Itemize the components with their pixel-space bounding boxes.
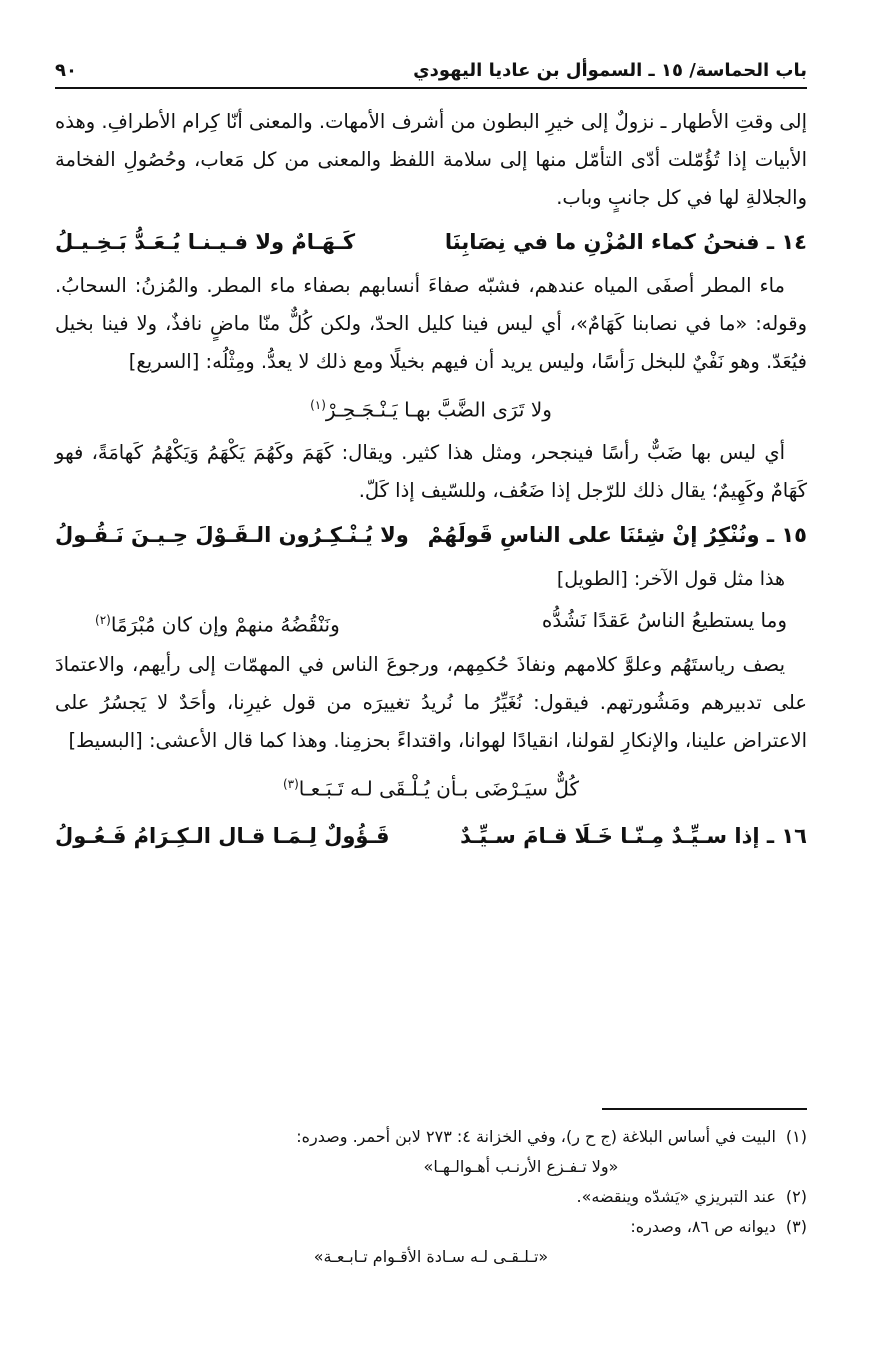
- footnote-3-text: ديوانه ص ٨٦، وصدره:: [630, 1217, 776, 1236]
- footnote-ref-3: (٣): [282, 777, 299, 792]
- verse-16-second-hemistich: قَـؤُولٌ لِـمَـا قـال الـكِـرَامُ فَـعُـولُ: [55, 823, 390, 848]
- paragraph-2: ماء المطر أصفَى المياه عندهم، فشبّه صفاءَ أنسابهم بصفاء ماء المطر. والمُزنُ: السحابُ. وقوله: «ما في نصابنا كَهَامٌ»، أي ليس فينا كليل الحدّ، ولكن كُلٌّ منّا ماضٍ نافذٌ، ولا فينا بخيل فيُعَدّ. وهو نَفْيٌ للبخل رَأسًا، وليس يريد أن فيهم بخيلًا ومع ذلك لا يعدُّ. ومِثْلُه: [السريع]: [55, 274, 807, 373]
- verse-15: [55, 512, 807, 558]
- footnote-3-quote: «تـلـقـى لـه سـادة الأقـوام تـابـعـة»: [313, 1247, 549, 1266]
- header-rule: [55, 87, 807, 89]
- verse-15-second-hemistich: ولا يُـنْـكِـرُون الـقَـوْلَ حِـيـنَ نَـقُـولُ: [55, 522, 409, 547]
- verse-16-first-hemistich: ١٦ ـ إذا سـيِّـدٌ مِـنّـا خَـلَا قـامَ سـيِّـدٌ: [460, 823, 807, 848]
- paragraph-4: يصف رياستَهُم وعلوَّ كلامهم ونفاذَ حُكمِهم، ورجوعَ الناس في المهمّات إلى رأيهم، والاعتمادَ على تدبيرهم ومَشُورتهم. فيقول: نُغَيِّرُ ما نُريدُ تغييرَه من قول غيرِنا، وأحَدٌ لا يَجسُرُ على الاعتراض علينا، والإنكارِ لقولنا، انقيادًا لهوانا، واقتداءً بحزمِنا. وهذا كما قال الأعشى: [البسيط]: [55, 653, 807, 753]
- footnotes: [55, 1122, 807, 1272]
- paragraph-3: أي ليس بها ضَبٌّ رأسًا فينجحر، ومثل هذا كثير. ويقال: كَهَمَ وكَهُمَ يَكْهَمُ وَيَكْهُمُ كَهامَةً، فهو كَهَامٌ وكَهِيمٌ؛ يقال ذلك للرّجل إذا ضَعُف، وللسّيف إذا كَلّ.: [55, 440, 807, 502]
- running-header: [55, 58, 807, 84]
- page-number: ٩٠: [55, 60, 77, 81]
- footnote-1: [55, 1122, 807, 1152]
- quoted-verse-1: [55, 383, 807, 432]
- verse-14-first-hemistich: ١٤ ـ فنحنُ كماء المُزْنِ ما في نِصَابِنَا: [444, 230, 807, 254]
- footnote-3-number: (٣): [785, 1217, 807, 1236]
- quoted-verse-2-second: ونَنْقُضُهُ منهمْ وإن كان مُبْرَمًا: [110, 612, 340, 637]
- paragraph-1: إلى وقتِ الأطهار ـ نزولٌ إلى خيرِ البطون من أشرف الأمهات. والمعنى أنّا كِرام الأطرافِ. وهذه الأبيات إذا تُؤُمّلت أدّى التأمّل منها إلى سلامة اللفظ والمعنى من كل مَعاب، وحُصُولِ الفخامة والجلالةِ لها في كل جانبٍ وباب.: [55, 110, 807, 209]
- verse-14-second-hemistich: كَـهَـامٌ ولا فـيـنـا يُـعَـدُّ بَـخِـيـلُ: [55, 230, 356, 254]
- footnote-2: [55, 1182, 807, 1212]
- verse-14: [55, 219, 807, 265]
- meter-line-2: هذا مثل قول الآخر: [الطويل]: [556, 567, 785, 590]
- footnote-ref-1: (١): [310, 398, 326, 412]
- footnote-3: [55, 1212, 807, 1242]
- footnote-rule: [602, 1108, 807, 1110]
- footnote-2-number: (٢): [785, 1187, 807, 1206]
- running-title: باب الحماسة/ ١٥ ـ السموأل بن عاديا اليهودي: [413, 60, 807, 81]
- quoted-verse-2: [55, 598, 807, 647]
- footnote-1-number: (١): [785, 1127, 807, 1146]
- book-page: [55, 58, 807, 1266]
- verse-16: [55, 813, 807, 859]
- quoted-verse-2-first: وما يستطيعُ الناسُ عَقدًا نَشُدُّه: [541, 607, 787, 632]
- footnote-ref-2: (٢): [95, 612, 111, 627]
- footnote-2-text: عند التبريزي «يَشدّه وينقضه».: [576, 1187, 776, 1206]
- footnote-1-text: البيت في أساس البلاغة (ج ح ر)، وفي الخزانة ٤: ٢٧٣ لابن أحمر. وصدره:: [296, 1127, 776, 1146]
- quoted-verse-2-second-wrap: [95, 598, 340, 647]
- quoted-verse-3-text: كُلٌّ سيَـرْضَى بـأن يُـلْـقَى لـه تَـبَـعـا: [298, 776, 580, 801]
- quoted-verse-1-text: ولا تَرَى الضَّبَّ بهـا يَـنْـجَـحِـرْ: [325, 397, 552, 422]
- quoted-verse-3: [55, 762, 807, 811]
- verse-15-first-hemistich: ١٥ ـ ونُنْكِرُ إنْ شِئنَا على الناسِ قَولَهُمْ: [427, 522, 807, 547]
- footnote-1-quote: «ولا تـفـزع الأرنـب أهـوالـهـا»: [423, 1157, 619, 1176]
